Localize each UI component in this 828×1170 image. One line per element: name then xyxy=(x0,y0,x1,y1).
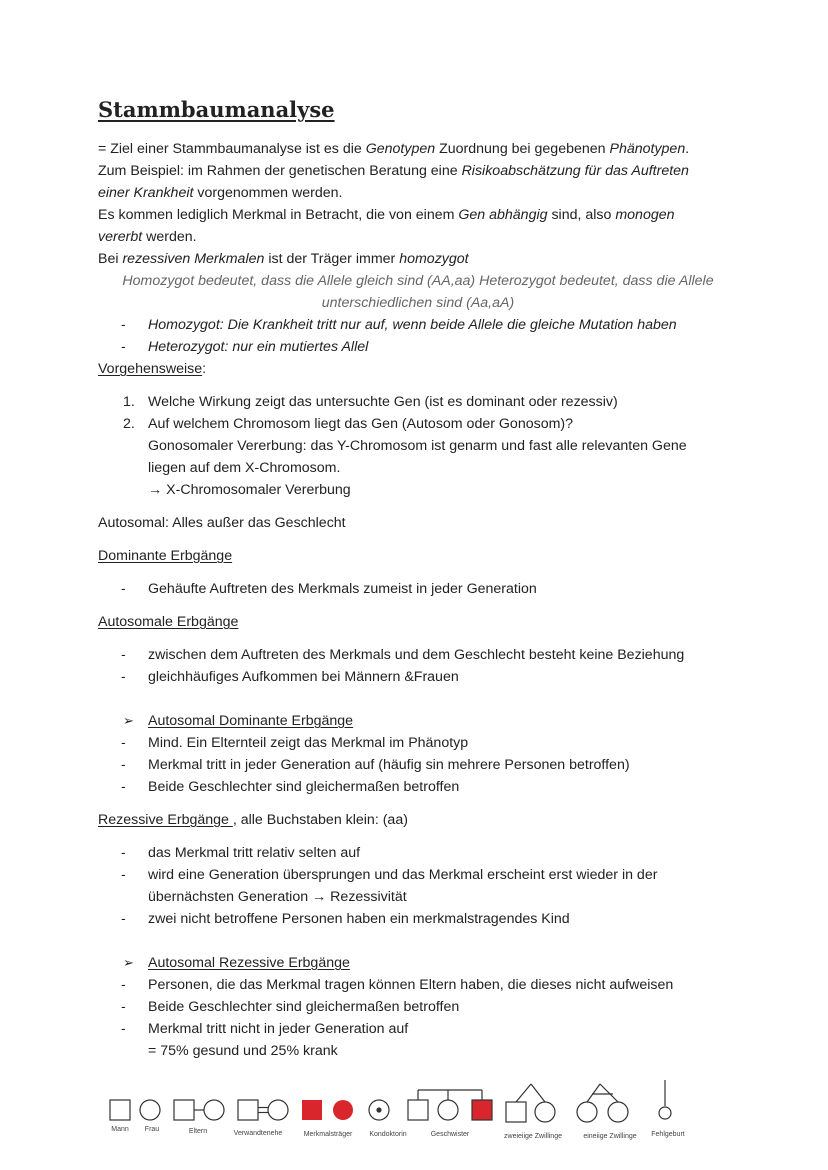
intro-line-3: einer Krankheit vorgenommen werden. xyxy=(98,185,343,201)
arrow-bullet-icon: ➢ xyxy=(123,955,134,970)
dash-bullet: - xyxy=(121,977,126,993)
bullet-text: Personen, die das Merkmal tragen können Eltern haben, die dieses nicht aufweisen xyxy=(148,977,674,993)
vorgehen-heading: Vorgehensweise: xyxy=(98,361,207,377)
intro-line-6: Bei rezessiven Merkmalen ist der Träger immer homozygot xyxy=(98,251,469,267)
dash-bullet: - xyxy=(121,339,126,355)
affected-female-icon xyxy=(333,1100,353,1120)
gonosomal-line-2: liegen auf dem X-Chromosom. xyxy=(148,460,341,476)
item-text: Auf welchem Chromosom liegt das Gen (Autosom oder Gonosom)? xyxy=(148,416,574,432)
subheading-text: Autosomal Dominante Erbgänge xyxy=(148,713,354,729)
bullet-text: Beide Geschlechter sind gleichermaßen betroffen xyxy=(148,779,460,795)
consanguineous-marriage-icon xyxy=(238,1100,288,1120)
subheading-text: Autosomal Rezessive Erbgänge xyxy=(148,955,350,971)
item-number: 1. xyxy=(123,394,135,410)
dash-bullet: - xyxy=(121,867,126,883)
item-number: 2. xyxy=(123,416,135,432)
ratio-text: = 75% gesund und 25% krank xyxy=(148,1043,338,1059)
bullet-text: zwei nicht betroffene Personen haben ein merkmalstragendes Kind xyxy=(148,911,570,927)
autosomal-definition: Autosomal: Alles außer das Geschlecht xyxy=(98,515,346,531)
dash-bullet: - xyxy=(121,845,126,861)
legend-label-eineiige-zwillinge: eineiige Zwillinge xyxy=(583,1133,637,1140)
legend-label-merkmalstraeger: Merkmalsträger xyxy=(303,1131,353,1138)
siblings-symbol-icon xyxy=(408,1090,482,1120)
bullet-text: zwischen dem Auftreten des Merkmals und dem Geschlecht besteht keine Beziehung xyxy=(148,647,685,663)
rezessiv-heading: Rezessive Erbgänge , alle Buchstaben klein: (aa) xyxy=(98,812,408,828)
legend-label-geschwister: Geschwister xyxy=(430,1131,470,1138)
homozygot-note-1: Homozygot bedeutet, dass die Allele gleich sind (AA,aa) Heterozygot bedeutet, dass die Allele xyxy=(122,273,714,289)
bullet-text: Merkmal tritt in jeder Generation auf (häufig sin mehrere Personen betroffen) xyxy=(148,757,630,773)
bullet-text: wird eine Generation übersprungen und das Merkmal erscheint erst wieder in der xyxy=(148,867,658,883)
affected-male-icon xyxy=(302,1100,322,1120)
dash-bullet: - xyxy=(121,911,126,927)
legend-label-mann: Mann xyxy=(111,1126,129,1133)
bullet-text: Heterozygot: nur ein mutiertes Allel xyxy=(148,339,369,355)
arrow-bullet-icon: ➢ xyxy=(123,713,134,728)
bullet-continuation: übernächsten Generation → Rezessivität xyxy=(148,889,407,905)
intro-line-1: = Ziel einer Stammbaumanalyse ist es die Genotypen Zuordnung bei gegebenen Phänotypen. xyxy=(98,141,690,157)
bullet-text: Mind. Ein Elternteil zeigt das Merkmal im Phänotyp xyxy=(148,735,469,751)
bullet-text: das Merkmal tritt relativ selten auf xyxy=(148,845,361,861)
bullet-text: Merkmal tritt nicht in jeder Generation auf xyxy=(148,1021,409,1037)
pedigree-legend xyxy=(0,1070,828,1150)
intro-line-2: Zum Beispiel: im Rahmen der genetischen Beratung eine Risikoabschätzung für das Auftreten xyxy=(98,163,689,179)
page-title: Stammbaumanalyse xyxy=(98,97,335,122)
gonosomal-line-3: → X-Chromosomaler Vererbung xyxy=(148,482,351,498)
legend-label-kondoktorin: Kondoktorin xyxy=(369,1131,407,1138)
dash-bullet: - xyxy=(121,647,126,663)
gonosomal-line-1: Gonosomaler Vererbung: das Y-Chromosom ist genarm und fast alle relevanten Gene xyxy=(148,438,687,454)
dash-bullet: - xyxy=(121,735,126,751)
legend-label-frau: Frau xyxy=(144,1126,160,1133)
dash-bullet: - xyxy=(121,999,126,1015)
dizygotic-twins-icon xyxy=(506,1084,555,1122)
item-text: Welche Wirkung zeigt das untersuchte Gen (ist es dominant oder rezessiv) xyxy=(148,394,618,410)
dash-bullet: - xyxy=(121,317,126,333)
parents-symbol-icon xyxy=(174,1100,224,1120)
legend-label-zweieiige-zwillinge: zweieiige Zwillinge xyxy=(504,1133,562,1140)
legend-label-verwandtenehe: Verwandtenehe xyxy=(233,1130,283,1137)
dash-bullet: - xyxy=(121,581,126,597)
dash-bullet: - xyxy=(121,669,126,685)
legend-label-eltern: Eltern xyxy=(188,1128,208,1135)
carrier-female-icon xyxy=(369,1100,389,1120)
dash-bullet: - xyxy=(121,779,126,795)
miscarriage-symbol-icon xyxy=(659,1080,671,1119)
dash-bullet: - xyxy=(121,1021,126,1037)
male-symbol-icon xyxy=(110,1100,130,1120)
bullet-text: Gehäufte Auftreten des Merkmals zumeist in jeder Generation xyxy=(148,581,537,597)
bullet-text: Beide Geschlechter sind gleichermaßen betroffen xyxy=(148,999,460,1015)
intro-line-5: vererbt werden. xyxy=(98,229,197,245)
bullet-text: Homozygot: Die Krankheit tritt nur auf, wenn beide Allele die gleiche Mutation haben xyxy=(148,317,677,333)
dash-bullet: - xyxy=(121,757,126,773)
affected-symbols xyxy=(302,1100,492,1120)
intro-line-4: Es kommen lediglich Merkmal in Betracht, die von einem Gen abhängig sind, also monogen xyxy=(98,207,675,223)
bullet-text: gleichhäufiges Aufkommen bei Männern &Frauen xyxy=(148,669,459,685)
monozygotic-twins-icon xyxy=(577,1084,628,1122)
autosomale-heading: Autosomale Erbgänge xyxy=(98,614,239,630)
homozygot-note-2: unterschiedlichen sind (Aa,aA) xyxy=(321,295,515,311)
dominant-heading: Dominante Erbgänge xyxy=(98,548,233,564)
female-symbol-icon xyxy=(140,1100,160,1120)
legend-label-fehlgeburt: Fehlgeburt xyxy=(651,1131,685,1138)
affected-sibling-icon xyxy=(472,1100,492,1120)
